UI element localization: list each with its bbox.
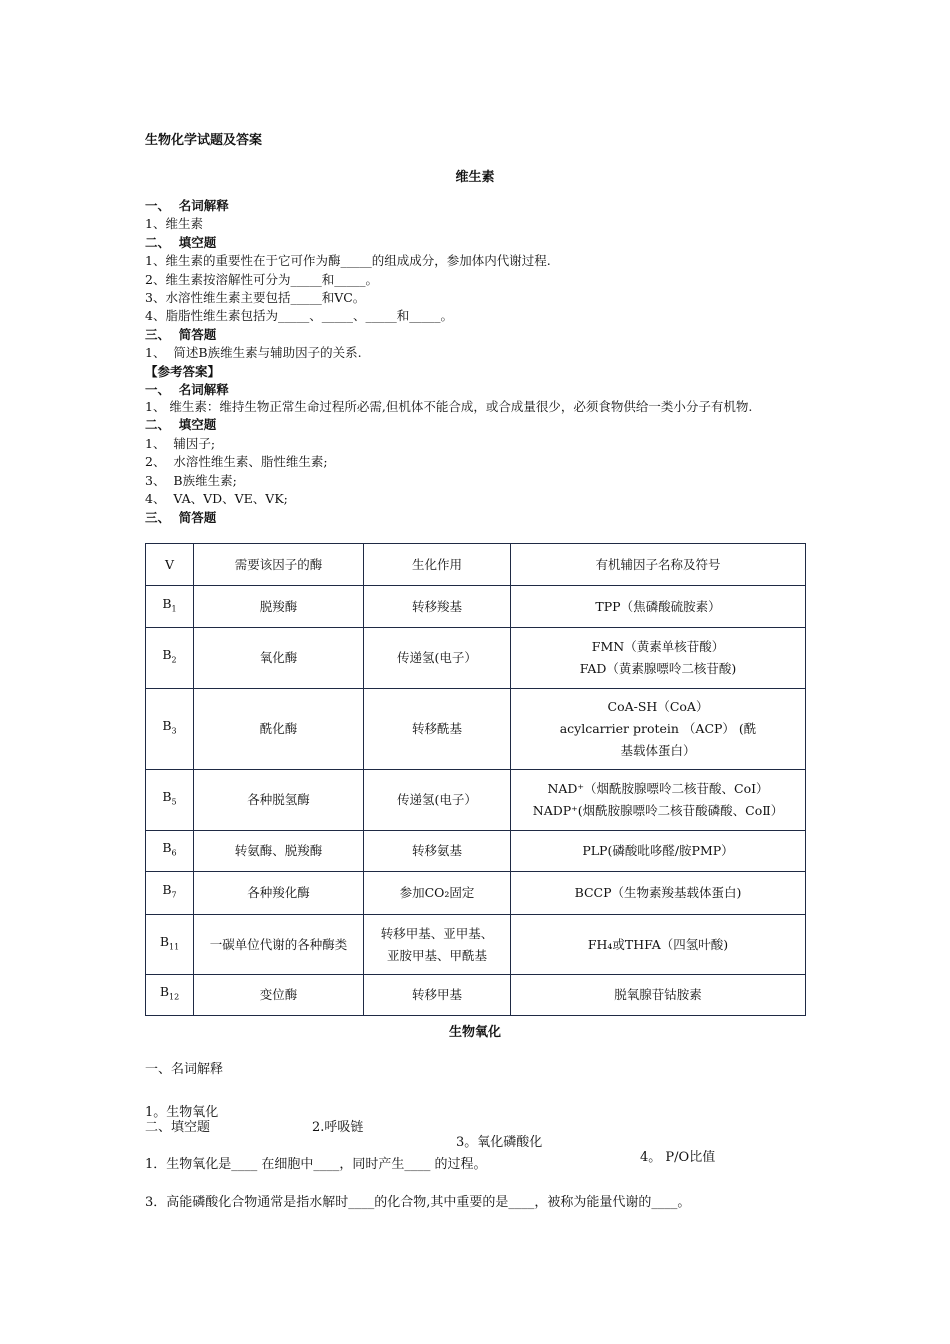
vitamin-letter: B: [159, 984, 169, 1000]
cofactor-line: BCCP（生物素羧基载体蛋白): [574, 885, 742, 900]
vitamin-subscript: 2: [171, 655, 177, 665]
cofactor-cell: [511, 831, 806, 872]
term-item: 4。 P/O比值: [640, 1150, 716, 1165]
cofactor-cell: [511, 628, 806, 689]
cofactor-cell: [511, 586, 806, 628]
cofactor-line: FMN（黄素单核苷酸）: [591, 639, 725, 654]
vitamin-subscript: 6: [171, 848, 177, 858]
section-title-vitamins: 维生素: [455, 170, 495, 185]
cofactor-cell: [511, 975, 806, 1016]
header-cell: V: [146, 544, 194, 586]
enzyme-cell: 各种羧化酶: [194, 872, 364, 915]
enzyme-cell: 转氨酶、脱羧酶: [194, 831, 364, 872]
cofactor-cell: [511, 872, 806, 915]
section-heading: 三、 简答题: [145, 326, 217, 342]
vitamin-subscript: 7: [171, 890, 177, 900]
role-cell: 转移甲基、亚甲基、亚胺甲基、甲酰基: [364, 915, 511, 975]
cofactor-line: PLP(磷酸吡哆醛/胺PMP）: [582, 843, 734, 858]
enzyme-cell: 各种脱氢酶: [194, 770, 364, 831]
text-line: 3、水溶性维生素主要包括_____和VC。: [145, 290, 366, 306]
enzyme-cell: 一碳单位代谢的各种酶类: [194, 915, 364, 975]
enzyme-cell: 氧化酶: [194, 628, 364, 689]
table-row: [146, 586, 806, 628]
role-cell: 传递氢(电子）: [364, 770, 511, 831]
cofactor-line: 基载体蛋白）: [620, 743, 696, 758]
vitamin-letter: B: [159, 933, 169, 949]
question-line: 3．高能磷酸化合物通常是指水解时____的化合物,其中重要的是____，被称为能量代谢的____。: [145, 1195, 691, 1210]
text-line: 1、 简述B族维生素与辅助因子的关系.: [145, 345, 362, 361]
text-line: 3、 B族维生素;: [145, 472, 237, 488]
cofactor-cell: [511, 770, 806, 831]
role-cell: 转移羧基: [364, 586, 511, 628]
vitamin-letter: B: [162, 789, 172, 805]
vitamin-cell: [146, 770, 194, 831]
section-heading: 二、 填空题: [145, 234, 217, 250]
vitamin-cell: [146, 872, 194, 915]
section-heading: 二、 填空题: [145, 417, 217, 433]
role-cell: 转移甲基: [364, 975, 511, 1016]
role-cell: 参加CO₂固定: [364, 872, 511, 915]
section-title-bio-oxidation: 生物氧化: [448, 1025, 501, 1040]
table-row: [146, 975, 806, 1016]
vitamin-letter: B: [162, 647, 172, 663]
document-title: 生物化学试题及答案: [145, 133, 263, 148]
table-row: [146, 915, 806, 975]
vitamin-cell: [146, 831, 194, 872]
heading-fill-in: 二、填空题: [145, 1120, 211, 1135]
vitamin-cell: [146, 628, 194, 689]
cofactor-line: 脱氧腺苷钴胺素: [614, 987, 702, 1002]
text-line: 1、维生素: [145, 216, 203, 232]
header-cell: 有机辅因子名称及符号: [511, 544, 806, 586]
cofactor-line: FAD（黄素腺嘌呤二核苷酸): [579, 661, 737, 676]
enzyme-cell: 变位酶: [194, 975, 364, 1016]
vitamin-letter: B: [162, 882, 172, 898]
vitamin-subscript: 5: [171, 797, 177, 807]
table-row: [146, 872, 806, 915]
enzyme-cell: 酰化酶: [194, 689, 364, 770]
text-line: 4、脂脂性维生素包括为_____、_____、_____和_____。: [145, 308, 453, 324]
vitamin-cofactor-table: [145, 543, 806, 1016]
text-line: 4、 VA、VD、VE、VK;: [145, 491, 288, 507]
header-cell: 需要该因子的酶: [194, 544, 364, 586]
text-line: 2、 水溶性维生素、脂性维生素;: [145, 454, 328, 470]
vitamin-subscript: 12: [169, 992, 180, 1002]
table-header-row: [146, 544, 806, 586]
cofactor-line: acylcarrier protein （ACP） (酰: [559, 721, 757, 736]
section-heading: 一、 名词解释: [145, 382, 229, 398]
cofactor-line: TPP（焦磷酸硫胺素）: [595, 598, 721, 614]
vitamin-cell: [146, 689, 194, 770]
cofactor-line: CoA-SH（CoA）: [607, 699, 709, 714]
cofactor-line: NAD⁺（烟酰胺腺嘌呤二核苷酸、CoⅠ）: [547, 781, 769, 796]
role-cell: 传递氢(电子）: [364, 628, 511, 689]
text-line: 1、 辅因子;: [145, 435, 216, 451]
vitamin-letter: B: [162, 595, 172, 611]
section-heading: 【参考答案】: [145, 363, 221, 379]
section-heading: 三、 简答题: [145, 509, 217, 525]
term-item: 2.呼吸链: [312, 1120, 364, 1135]
vitamin-questions: [145, 197, 805, 527]
table-row: [146, 628, 806, 689]
cofactor-line: FH₄或THFA（四氢叶酸): [587, 936, 729, 952]
cofactor-cell: [511, 915, 806, 975]
term-item: 1。生物氧化: [145, 1105, 219, 1120]
vitamin-letter: B: [162, 840, 172, 856]
header-cell: 生化作用: [364, 544, 511, 586]
cofactor-cell: [511, 689, 806, 770]
vitamin-cell: [146, 586, 194, 628]
enzyme-cell: 脱羧酶: [194, 586, 364, 628]
vitamin-subscript: 11: [169, 942, 180, 952]
term-item: 3。氧化磷酸化: [456, 1135, 543, 1150]
table-row: [146, 770, 806, 831]
section-heading: 一、 名词解释: [145, 198, 229, 213]
role-cell: 转移酰基: [364, 689, 511, 770]
text-line: 1、 维生素：维持生物正常生命过程所必需,但机体不能合成，或合成量很少，必须食物供给一类小分子有机物.: [145, 399, 753, 415]
vitamin-letter: B: [162, 718, 172, 734]
vitamin-cell: [146, 975, 194, 1016]
vitamin-subscript: 1: [171, 604, 177, 614]
cofactor-line: NADP⁺(烟酰胺腺嘌呤二核苷酸磷酸、CoⅡ）: [532, 803, 784, 818]
text-line: 1、维生素的重要性在于它可作为酶_____的组成成分，参加体内代谢过程.: [145, 253, 551, 269]
table-row: [146, 831, 806, 872]
text-line: 2、维生素按溶解性可分为_____和_____。: [145, 271, 378, 287]
question-line: 1．生物氧化是____ 在细胞中____，同时产生____ 的过程。: [145, 1157, 487, 1172]
vitamin-cell: [146, 915, 194, 975]
table-row: [146, 689, 806, 770]
vitamin-subscript: 3: [171, 726, 177, 736]
heading-terms: 一、名词解释: [145, 1062, 224, 1077]
role-cell: 转移氨基: [364, 831, 511, 872]
